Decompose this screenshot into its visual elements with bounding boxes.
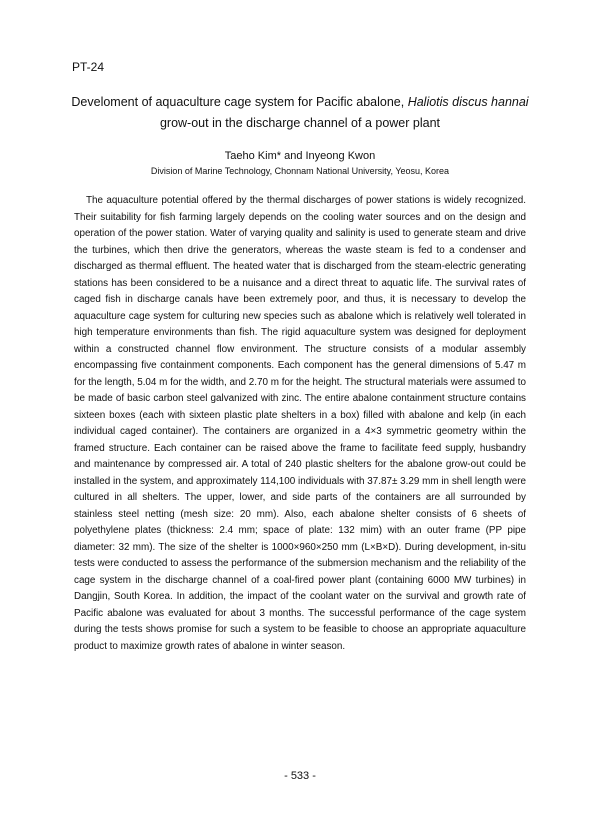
page-number: - 533 - (284, 770, 316, 782)
authors: Taeho Kim* and Inyeong Kwon (224, 150, 376, 162)
affiliation: Division of Marine Technology, Chonnam National University, Yeosu, Korea (150, 166, 450, 176)
title-text-line2: grow-out in the discharge channel of a power plant (159, 116, 441, 130)
title-text: Develoment of aquaculture cage system for Pacific abalone, (71, 95, 408, 109)
species-name: Haliotis discus hannai (407, 95, 529, 109)
abstract-title (40, 92, 560, 134)
abstract-code: PT-24 (72, 60, 105, 74)
abstract-body: The aquaculture potential offered by the thermal discharges of power stations is widely recognized. Their suitability for fish farming largely depends on the cooling water sources and on the design and operation of the power station. Water of varying quality and salinity is used to generate steam and drive the turbines, which then drive the generators, whereas the waste steam is fed to a condenser and discharged as thermal effluent. The heated water that is discharged from the steam-electric generating stations has been considered to be a nuisance and a direct threat to aquatic life. The survival rates of caged fish in discharge canals have been extremely poor, and thus, it is necessary to develop the aquaculture cage system for culturing new species such as abalone which is relatively well tolerated in high temperature environments than fish. The rigid aquaculture system was designed for deployment within a constructed channel flow environment. The structure consists of a modular assembly encompassing five containment components. Each component has the general dimensions of 5.47 m for the length, 5.04 m for the width, and 2.70 m for the height. The structural materials were assumed to be made of basic carbon steel galvanized with zinc. The entire abalone containment structure contains sixteen boxes (each with sixteen plastic plate shelters in a box) filled with abalone and kelp (in each individual caged container). The containers are organized in a 4×3 symmetric geometry within the framed structure. Each container can be raised above the frame to facilitate feed supply, husbandry and maintenance by compressed air. A total of 240 plastic shelters for the abalone grow-out could be installed in the system, and approximately 114,100 individuals with 37.87± 3.29 mm in shell length were cultured in all shelters. The upper, lower, and side parts of the containers are all surrounded by stainless steel netting (mesh size: 20 mm). Also, each abalone shelter consists of 6 sheets of polyethylene plates (thickness: 2.4 mm; space of plate: 132 mim) with an outer frame (PP pipe diameter: 32 mm). The size of the shelter is 1000×960×250 mm (L×B×D). During development, in-situ tests were conducted to assess the performance of the submersion mechanism and the reliability of the cage system in the discharge channel of a coal-fired power plant (containing 6000 MW turbines) in Dangjin, South Korea. In addition, the impact of the coolant water on the survival and growth rate of Pacific abalone was evaluated for about 3 months. The successful performance of the cage system during the tests shows promise for such a system to be feasible to choose an appropriate aquaculture product to maximize growth rates of abalone in winter season. (74, 195, 526, 652)
